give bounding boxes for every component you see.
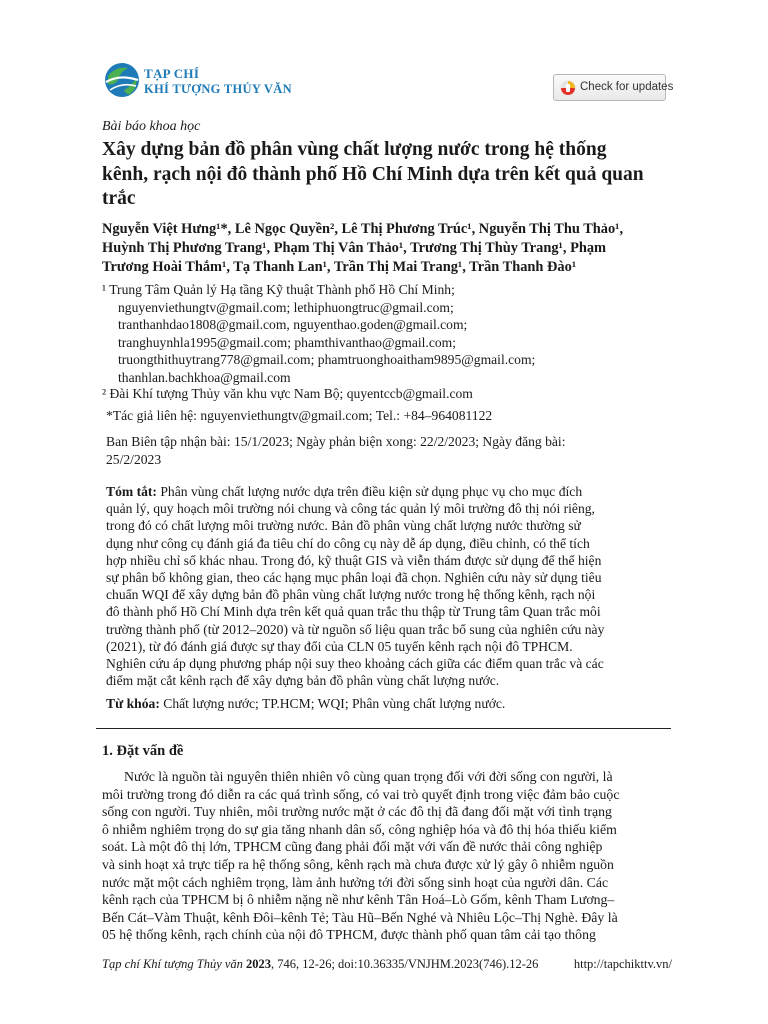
crossmark-icon <box>560 80 576 96</box>
footer-year: 2023 <box>246 957 272 971</box>
globe-icon <box>102 60 142 100</box>
author-line: Huỳnh Thị Phương Trang¹, Phạm Thị Vân Thảo¹, Trương Thị Thùy Trang¹, Phạm <box>102 240 607 256</box>
body-line: kênh rạch của TPHCM bị ô nhiễm nặng nề như kênh Tân Hoá–Lò Gốm, kênh Tham Lương– <box>102 892 615 908</box>
author-line: Trương Hoài Thắm¹, Tạ Thanh Lan¹, Trần Thị Mai Trang¹, Trần Thanh Đào¹ <box>102 259 577 275</box>
logo-title-line2: KHÍ TƯỢNG THỦY VĂN <box>144 82 292 96</box>
body-line: Bến Cát–Vàm Thuật, kênh Đôi–kênh Tẻ; Tàu Hũ–Bến Nghé và Nhiêu Lộc–Thị Nghè. Đây là <box>102 909 618 925</box>
abstract-line: trong đó có chất lượng môi trường nước. Bản đồ phân vùng chất lượng nước thường sử <box>106 518 581 534</box>
footer-url-link[interactable]: http://tapchikttv.vn/ <box>573 957 672 971</box>
check-for-updates-label: Check for updates <box>580 81 674 93</box>
title-line: Xây dựng bản đồ phân vùng chất lượng nước trong hệ thống <box>102 139 607 160</box>
body-line: sống con người. Tuy nhiên, môi trường nước mặt ở các đô thị đã đang đối mặt với tình trạng <box>102 804 612 820</box>
author-line: Nguyễn Việt Hưng¹*, Lê Ngọc Quyền², Lê Thị Phương Trúc¹, Nguyễn Thị Thu Thảo¹, <box>102 221 624 237</box>
affiliation-line: ² Đài Khí tượng Thủy văn khu vực Nam Bộ; quyentccb@gmail.com <box>102 386 473 401</box>
abstract-label: Tóm tắt: <box>106 484 157 499</box>
author-list <box>102 220 672 277</box>
footer-journal-name: Tạp chí Khí tượng Thủy văn <box>102 957 243 971</box>
abstract-line: trường thành phố (từ 2012–2020) và từ nguồn số liệu quan trắc bổ sung của nghiên cứu này <box>106 621 605 637</box>
section-divider <box>96 728 671 729</box>
received-line: Ban Biên tập nhận bài: 15/1/2023; Ngày phản biện xong: 22/2/2023; Ngày đăng bài: <box>106 434 566 449</box>
body-line: môi trường trong đó diễn ra các quá trình sống, có vai trò quyết định trong việc đảm bảo cuộc <box>102 786 620 802</box>
keywords-label: Từ khóa: <box>106 696 160 711</box>
keywords-text: Chất lượng nước; TP.HCM; WQI; Phân vùng chất lượng nước. <box>159 696 506 711</box>
affiliation-line: ¹ Trung Tâm Quản lý Hạ tầng Kỹ thuật Thành phố Hồ Chí Minh; <box>102 282 455 297</box>
abstract-line: sự phân bố không gian, theo các hạng mục phân loại đã chọn. Nghiên cứu này sử dụng tiêu <box>106 570 602 586</box>
affiliation-1 <box>102 281 672 386</box>
corresponding-author: *Tác giả liên hệ: nguyenviethungtv@gmail.com; Tel.: +84–964081122 <box>106 408 493 423</box>
footer-doi: , 746, 12-26; doi:10.36335/VNJHM.2023(746).12-26 <box>271 957 539 971</box>
abstract-text: Phân vùng chất lượng nước dựa trên điều kiện sử dụng phục vụ cho mục đích <box>156 484 583 499</box>
body-line: ô nhiễm nghiêm trọng do sự gia tăng nhanh dân số, công nghiệp hóa và đô thị hóa thiếu kiểm <box>102 821 617 837</box>
article-title <box>102 138 672 212</box>
section-body <box>102 768 672 944</box>
section-heading: 1. Đặt vấn đề <box>102 743 184 759</box>
abstract-line: chuẩn WQI để xây dựng bản đồ phân vùng chất lượng nước trong hệ thống kênh, rạch nội <box>106 587 596 603</box>
abstract-line: đô thành phố Hồ Chí Minh dựa trên kết quả quan trắc thu thập từ Trung tâm Quan trắc môi <box>106 604 601 620</box>
abstract-line: hợp nhiều chỉ số khác nhau. Trong đó, kỹ thuật GIS và viễn thám được sử dụng để thể hiện <box>106 552 602 568</box>
journal-logo[interactable] <box>102 60 302 108</box>
footer-citation <box>102 957 538 972</box>
affiliation-email-line: thanhlan.bachkhoa@gmail.com <box>118 369 291 385</box>
received-line: 25/2/2023 <box>106 451 162 467</box>
abstract-line: quản lý, quy hoạch môi trường nói chung và công tác quản lý môi trường đô thị nói riêng, <box>106 501 595 517</box>
affiliation-email-line: nguyenviethungtv@gmail.com; lethiphuongtruc@gmail.com; <box>118 299 454 315</box>
abstract-line: điểm mặt cắt kênh rạch để xây dựng bản đồ phân vùng chất lượng nước. <box>106 673 500 689</box>
affiliation-email-line: truongthithuytrang778@gmail.com; phamtruonghoaitham9895@gmail.com; <box>118 352 536 367</box>
affiliation-email-line: tranghuynhla1995@gmail.com; phamthivanthao@gmail.com; <box>118 334 457 350</box>
keywords <box>106 696 505 712</box>
title-line: kênh, rạch nội đô thành phố Hồ Chí Minh dựa trên kết quả quan <box>102 163 644 185</box>
abstract-line: (2021), từ đó đánh giá được sự thay đổi của CLN 05 tuyến kênh rạch nội đô TPHCM. <box>106 638 573 654</box>
title-line: trắc <box>102 188 136 209</box>
body-line: Nước là nguồn tài nguyên thiên nhiên vô cùng quan trọng đối với đời sống con người, là <box>124 769 613 784</box>
body-line: và sinh hoạt xả trực tiếp ra hệ thống sông, kênh rạch mà chưa được xử lý gây ô nhiễm nguồn <box>102 856 614 872</box>
check-for-updates-button[interactable] <box>553 74 674 101</box>
body-line: nước mặt một cách nghiêm trọng, làm ảnh hưởng tới đời sống sinh hoạt của người dân. Các <box>102 874 609 890</box>
abstract <box>106 483 670 689</box>
received-dates <box>106 433 670 468</box>
abstract-line: Nghiên cứu áp dụng phương pháp nội suy theo khoảng cách giữa các điểm quan trắc và các <box>106 656 604 672</box>
abstract-line <box>106 483 670 500</box>
affiliation-email-line: tranthanhdao1808@gmail.com, nguyenthao.goden@gmail.com; <box>118 317 468 332</box>
body-line: soát. Là một đô thị lớn, TPHCM cũng đang phải đối mặt với vấn đề nước thải công nghiệp <box>102 839 603 855</box>
affiliation-2 <box>102 385 672 403</box>
body-line: 05 hệ thống kênh, rạch chính của nội đô TPHCM, được thành phố quan tâm cải tạo thông <box>102 927 596 943</box>
abstract-line: dụng như công cụ đánh giá đa tiêu chí do công cụ này dễ áp dụng, điều chỉnh, có thể tích <box>106 535 590 551</box>
logo-title-line1: TẠP CHÍ <box>144 66 200 81</box>
article-type: Bài báo khoa học <box>102 119 201 134</box>
